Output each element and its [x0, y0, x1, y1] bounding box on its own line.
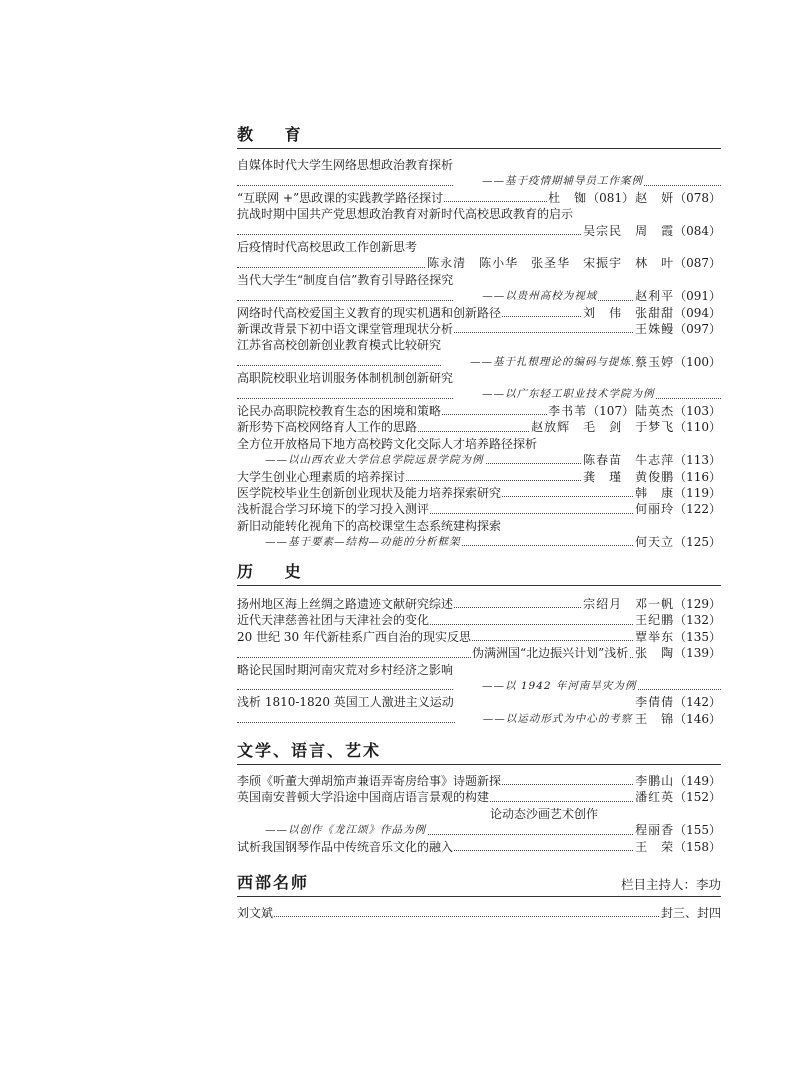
entry-title: 论民办高职院校教育生态的困境和策略: [237, 403, 442, 418]
entry-meta: [634, 321, 721, 337]
entry-author: 吴宗民 周 霞: [583, 223, 675, 238]
entry-page: （110）: [674, 420, 721, 435]
entry-title: 英国南安普顿大学沿途中国商店语言景观的构建: [237, 790, 490, 805]
section-title-literature: 文学、语言、艺术: [237, 741, 382, 760]
toc-entry[interactable]: [237, 789, 721, 805]
entry-page: （087）: [674, 256, 721, 271]
entry-title: 浅析 1810-1820 英国工人激进主义运动: [237, 695, 454, 710]
entry-title: 全方位开放格局下地方高校跨文化交际人才培养路径探析: [237, 436, 538, 451]
entry-author: 王 荣: [635, 839, 675, 854]
entry-page: 封三、封四: [660, 906, 721, 920]
entry-page: （129）: [674, 597, 721, 611]
toc-entry[interactable]: [237, 905, 721, 921]
toc-entry[interactable]: [237, 468, 721, 484]
entry-page: （094）: [674, 305, 721, 320]
toc-entry[interactable]: [237, 419, 721, 435]
entry-author: 蔡玉婷: [635, 354, 675, 369]
toc-entry[interactable]: [237, 711, 721, 727]
entry-page: （116）: [674, 469, 721, 484]
toc-entry[interactable]: [237, 839, 721, 855]
entry-meta: [634, 773, 721, 789]
entry-page: （142）: [674, 695, 721, 710]
entry-title: 江苏省高校创新创业教育模式比较研究: [237, 338, 442, 353]
toc-entry[interactable]: [237, 662, 721, 678]
entry-title: 伪满洲国“北边振兴计划”浅析: [471, 646, 629, 661]
entry-meta: [634, 839, 721, 855]
entry-author: 王 锦: [635, 711, 675, 726]
entry-meta: [634, 288, 721, 304]
entry-title: “互联网 +”思政课的实践教学路径探讨: [237, 190, 444, 205]
entry-page: （139）: [674, 646, 721, 661]
entry-title: 略论民国时期河南灾荒对乡村经济之影响: [237, 662, 454, 677]
toc-entry[interactable]: [237, 534, 721, 550]
entry-title: ——以贵州高校为视域: [454, 288, 598, 304]
toc-entry[interactable]: [237, 612, 721, 628]
entry-author: 王姝鳗: [635, 321, 675, 336]
entry-meta: [582, 596, 721, 612]
entry-page: （152）: [674, 790, 721, 805]
entry-meta: [634, 629, 721, 645]
entry-title: 论动态沙画艺术创作: [490, 806, 599, 821]
entry-page: （125）: [674, 535, 721, 550]
entry-title: ——以运动形式为中心的考察: [455, 711, 634, 727]
entry-page: （149）: [674, 774, 721, 788]
entry-author: 潘红英: [635, 790, 675, 805]
entry-author: 程丽香: [635, 823, 675, 838]
entry-page: （078）: [674, 190, 721, 205]
entry-meta: [634, 711, 721, 727]
entry-title: 试析我国钢琴作品中传统音乐文化的融入: [237, 839, 454, 854]
entry-title: 刘文斌: [237, 906, 274, 920]
toc-entry[interactable]: [237, 370, 721, 386]
entry-title: 医学院校毕业生创新创业现状及能力培养探索研究: [237, 485, 502, 500]
entry-author: 张 陶: [635, 646, 675, 661]
entry-page: （081）: [587, 190, 635, 205]
entry-author: 何天立: [635, 535, 675, 550]
entry-author: 宗绍月 邓一帆: [583, 597, 675, 611]
entry-page: （100）: [674, 354, 721, 369]
entry-title: 抗战时期中国共产党思想政治教育对新时代高校思政教育的启示: [237, 207, 574, 222]
entry-title: 当代大学生“制度自信”教育引导路径探究: [237, 272, 454, 287]
entry-author: 龚 瑾 黄俊鹏: [583, 469, 675, 484]
toc-entry[interactable]: [237, 272, 721, 288]
toc-entry[interactable]: [237, 773, 721, 789]
entry-meta: [634, 645, 721, 661]
entry-author: 王纪鹏: [635, 613, 675, 628]
toc-entry[interactable]: [237, 645, 721, 661]
section-host: 栏目主持人：李功: [620, 877, 721, 892]
entry-meta: [634, 822, 721, 838]
entry-title: ——以广东轻工职业技术学院为例: [454, 386, 656, 402]
entry-author: 杜 铷: [548, 190, 588, 205]
entry-page: （155）: [674, 823, 721, 838]
entry-author: 韩 康: [635, 485, 675, 500]
toc-entry[interactable]: [237, 337, 721, 353]
entry-meta: [634, 534, 721, 550]
entry-meta: [582, 223, 721, 239]
section-header-education: [237, 124, 721, 149]
entry-meta: [634, 501, 721, 517]
entry-page: （103）: [674, 403, 721, 418]
entry-title: 后疫情时代高校思政工作创新思考: [237, 239, 418, 254]
entry-title: 高职院校职业培训服务体制机制创新研究: [237, 371, 454, 386]
entry-meta: [634, 485, 721, 501]
toc-entry[interactable]: [237, 223, 721, 239]
entry-meta: [530, 419, 721, 435]
entry-meta: [660, 905, 721, 921]
entry-meta: [634, 612, 721, 628]
section-header-western: [237, 872, 721, 897]
entry-page: （158）: [674, 839, 721, 854]
toc-entry[interactable]: [237, 806, 721, 822]
toc-entry[interactable]: [237, 518, 721, 534]
section-entries-history: [237, 596, 721, 727]
entry-author: 陈永清 陈小华 张圣华 宋振宇 林 叶: [427, 256, 675, 271]
toc-entry[interactable]: [237, 206, 721, 222]
entry-meta: [634, 789, 721, 805]
entry-meta: [547, 190, 634, 206]
entry-page: （091）: [674, 289, 721, 304]
entry-title: ——以山西农业大学信息学院远景学院为例: [237, 452, 485, 468]
entry-title: 自媒体时代大学生网络思想政治教育探析: [237, 158, 454, 172]
entry-page: （084）: [674, 223, 721, 238]
entry-meta: [426, 255, 721, 271]
entry-title: ——基于疫情期辅导员工作案例: [454, 173, 644, 189]
entry-page: （097）: [674, 321, 721, 336]
dot-leader: [237, 916, 721, 917]
entry-title: ——以创作《龙江颂》作品为例: [237, 822, 427, 838]
entry-title: 浅析混合学习环境下的学习投入测评: [237, 502, 430, 517]
entry-author: 赵 妍: [635, 190, 675, 205]
entry-title: 新课改背景下初中语文课堂管理现状分析: [237, 321, 454, 336]
toc-entry[interactable]: [237, 485, 721, 501]
toc-entry[interactable]: [237, 354, 721, 370]
entry-author: 刘 伟 张甜甜: [583, 305, 675, 320]
entry-page: （146）: [674, 711, 721, 726]
entry-author: 李倩倩: [635, 695, 675, 710]
entry-title: ——以 1942 年河南旱灾为例: [454, 678, 637, 694]
entry-page: （132）: [674, 613, 721, 628]
toc-entry[interactable]: [237, 822, 721, 838]
toc-entry[interactable]: [237, 596, 721, 612]
section-title-education: 教 育: [237, 125, 314, 144]
toc-entry[interactable]: [237, 321, 721, 337]
entry-page: （107）: [587, 403, 635, 418]
entry-title: ——基于扎根理论的编码与提炼: [442, 354, 632, 370]
entry-title: 网络时代高校爱国主义教育的现实机遇和创新路径: [237, 305, 502, 320]
entry-author: 陈春苗 牛志萍: [583, 453, 675, 468]
section-title-western: 西部名师: [237, 873, 310, 892]
entry-page: （113）: [674, 453, 721, 468]
entry-meta: [634, 403, 721, 419]
toc-entry[interactable]: [237, 436, 721, 452]
entry-author: 陆英杰: [635, 403, 675, 418]
toc-entry[interactable]: [237, 501, 721, 517]
entry-author: 李书苇: [548, 403, 588, 418]
entry-author: 李鹏山: [635, 774, 675, 788]
toc-entry[interactable]: [237, 305, 721, 321]
entry-meta: [582, 469, 721, 485]
toc-entry[interactable]: [237, 629, 721, 645]
section-header-history: [237, 561, 721, 586]
section-entries-education: [237, 157, 721, 551]
entry-author: 何丽玲: [635, 502, 675, 517]
entry-title: 新旧动能转化视角下的高校课堂生态系统建构探索: [237, 518, 502, 533]
entry-page: （119）: [674, 485, 721, 500]
entry-title: 新形势下高校网络育人工作的思路: [237, 420, 418, 435]
entry-meta: [634, 354, 721, 370]
entry-author: 覃举东: [635, 629, 675, 644]
entry-title: 李颀《听董大弹胡笳声兼语弄寄房给事》诗题新探: [237, 774, 502, 788]
section-entries-literature: [237, 773, 721, 855]
section-entries-western: [237, 905, 721, 921]
entry-author: 赵放辉 毛 剑 于梦飞: [531, 420, 675, 435]
section-title-history: 历 史: [237, 562, 314, 581]
toc-entry[interactable]: [237, 288, 721, 304]
entry-title: ——基于要素—结构—功能的分析框架: [237, 534, 462, 550]
entry-title: 近代天津慈善社团与天津社会的变化: [237, 613, 430, 628]
entry-title: 扬州地区海上丝绸之路遗迹文献研究综述: [237, 597, 454, 611]
entry-page: （135）: [674, 629, 721, 644]
entry-author: 赵利平: [635, 289, 675, 304]
entry-page: （122）: [674, 502, 721, 517]
entry-meta: [634, 694, 721, 710]
entry-meta: [582, 452, 721, 468]
entry-meta: [634, 190, 721, 206]
entry-title: 大学生创业心理素质的培养探讨: [237, 469, 406, 484]
toc-entry[interactable]: [237, 452, 721, 468]
entry-title: 20 世纪 30 年代新桂系广西自治的现实反思: [237, 629, 471, 644]
toc-entry[interactable]: [237, 157, 721, 173]
entry-meta: [582, 305, 721, 321]
toc-entry[interactable]: [237, 255, 721, 271]
entry-meta: [547, 403, 634, 419]
section-header-literature: [237, 740, 721, 765]
toc-entry[interactable]: [237, 239, 721, 255]
